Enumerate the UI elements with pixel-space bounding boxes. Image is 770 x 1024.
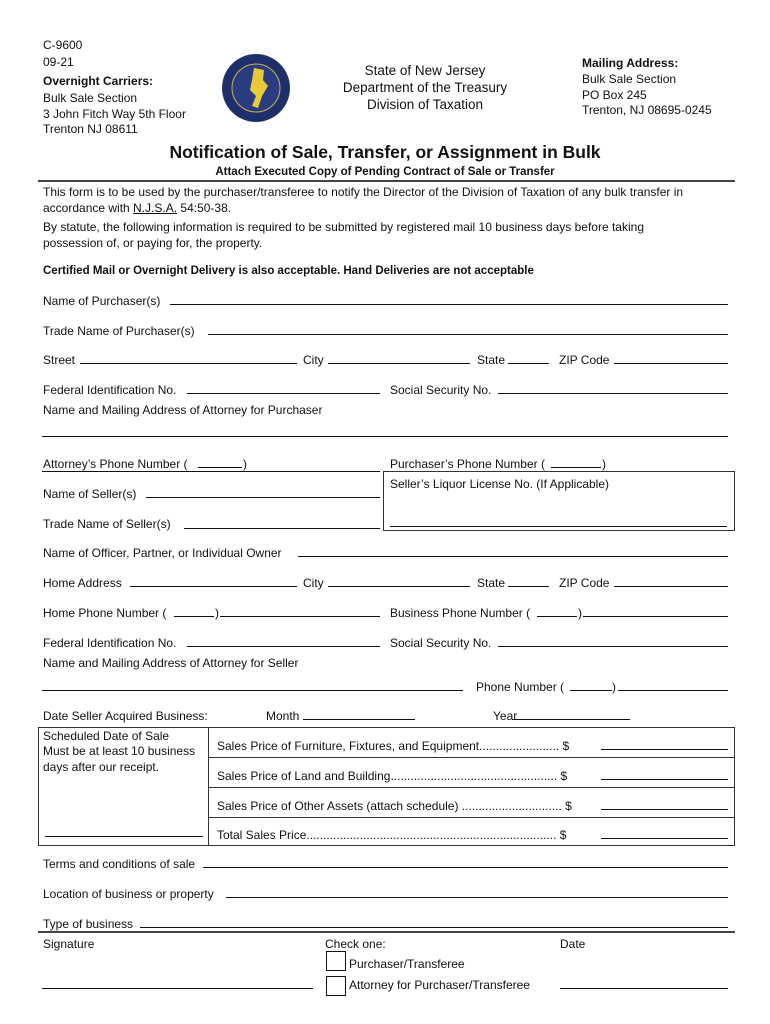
purchaser-attorney-field[interactable] <box>42 436 728 437</box>
purchaser-ssn-label: Social Security No. <box>390 383 492 397</box>
state-label: State <box>477 353 506 367</box>
mailing-line: Trenton, NJ 08695-0245 <box>582 103 712 117</box>
attorney-phone-area-field[interactable] <box>198 467 242 468</box>
scheduled-date-label: Scheduled Date of Sale <box>43 729 170 743</box>
intro-text <box>43 201 231 215</box>
intro-text-part: 54:50-38. <box>177 201 232 215</box>
intro-text-part: accordance with <box>43 201 134 215</box>
business-phone-area-field[interactable] <box>537 616 577 617</box>
delivery-notice: Certified Mail or Overnight Delivery is also acceptable. Hand Deliveries are not acceptable <box>43 265 534 277</box>
intro-text: This form is to be used by the purchaser/transferee to notify the Director of the Division of Taxation of any bulk transfer in <box>43 185 684 199</box>
seller-attorney-field[interactable] <box>42 690 463 691</box>
seller-trade-field[interactable] <box>184 528 380 529</box>
home-address-label: Home Address <box>43 576 122 590</box>
purchaser-option-label: Purchaser/Transferee <box>349 957 465 971</box>
business-type-label: Type of business <box>43 917 134 931</box>
seller-zip-field[interactable] <box>614 586 728 587</box>
seller-name-label: Name of Seller(s) <box>43 487 137 501</box>
purchaser-fein-field[interactable] <box>187 393 380 394</box>
terms-label: Terms and conditions of sale <box>43 857 196 871</box>
mailing-line: Bulk Sale Section <box>582 72 677 86</box>
location-field[interactable] <box>226 897 728 898</box>
officer-field[interactable] <box>298 556 728 557</box>
purchaser-trade-label: Trade Name of Purchaser(s) <box>43 324 195 338</box>
attorney-phone-label: Attorney’s Phone Number ( <box>43 457 188 471</box>
form-number: C-9600 <box>43 38 83 52</box>
liquor-license-field[interactable] <box>390 526 727 527</box>
seller-attorney-label: Name and Mailing Address of Attorney for Seller <box>43 656 299 670</box>
scheduled-date-field[interactable] <box>45 836 203 837</box>
business-type-field[interactable] <box>140 927 728 928</box>
street-field[interactable] <box>80 363 297 364</box>
seller-fein-field[interactable] <box>187 646 380 647</box>
purchaser-phone-area-field[interactable] <box>551 467 601 468</box>
mailing-title: Mailing Address: <box>582 56 679 70</box>
terms-field[interactable] <box>203 867 728 868</box>
seller-trade-label: Trade Name of Seller(s) <box>43 517 171 531</box>
land-price-field[interactable] <box>601 779 728 780</box>
mailing-line: PO Box 245 <box>582 88 647 102</box>
date-field[interactable] <box>560 988 728 989</box>
year-field[interactable] <box>512 719 630 720</box>
intro-text: By statute, the following information is required to be submitted by registered mail 10 business days before taking <box>43 220 644 234</box>
seller-fein-label: Federal Identification No. <box>43 636 177 650</box>
paren: ) <box>602 457 606 471</box>
month-label: Month <box>266 709 300 723</box>
check-one-label: Check one: <box>325 937 386 951</box>
agency-line: State of New Jersey <box>364 63 486 78</box>
overnight-line: Trenton NJ 08611 <box>43 122 138 136</box>
land-price-label: Sales Price of Land and Building.................................................. $ <box>217 769 568 783</box>
signature-label: Signature <box>43 937 95 951</box>
attorney-checkbox[interactable] <box>326 976 346 996</box>
furniture-price-label: Sales Price of Furniture, Fixtures, and Equipment........................ $ <box>217 739 570 753</box>
attorney-phone-field[interactable] <box>42 471 380 472</box>
divider <box>38 931 735 933</box>
signature-field[interactable] <box>42 988 313 989</box>
njsa-link[interactable]: N.J.S.A. <box>133 201 178 215</box>
total-price-label: Total Sales Price........................................................................... $ <box>217 828 567 842</box>
business-phone-label: Business Phone Number ( <box>390 606 531 620</box>
agency-line: Division of Taxation <box>366 97 484 112</box>
form-revision: 09-21 <box>43 55 74 69</box>
purchaser-phone-label: Purchaser’s Phone Number ( <box>390 457 545 471</box>
overnight-line: 3 John Fitch Way 5th Floor <box>43 107 186 121</box>
seller-attorney-phone-area-field[interactable] <box>570 690 612 691</box>
month-field[interactable] <box>303 719 415 720</box>
purchaser-name-field[interactable] <box>170 304 728 305</box>
zip-label: ZIP Code <box>559 576 610 590</box>
paren: ) <box>215 606 219 620</box>
home-address-field[interactable] <box>130 586 297 587</box>
seller-state-field[interactable] <box>508 586 549 587</box>
divider <box>38 180 735 182</box>
furniture-price-field[interactable] <box>601 749 728 750</box>
paren: ) <box>612 680 616 694</box>
city-label: City <box>303 576 324 590</box>
purchaser-checkbox[interactable] <box>326 951 346 971</box>
agency-name <box>340 62 510 113</box>
seller-ssn-label: Social Security No. <box>390 636 492 650</box>
agency-line: Department of the Treasury <box>342 80 508 95</box>
form-title: Notification of Sale, Transfer, or Assignment in Bulk <box>169 142 601 162</box>
divider <box>208 817 735 818</box>
officer-label: Name of Officer, Partner, or Individual Owner <box>43 546 282 560</box>
purchaser-attorney-label: Name and Mailing Address of Attorney for Purchaser <box>43 403 323 417</box>
liquor-license-label: Seller’s Liquor License No. (If Applicable) <box>390 477 610 491</box>
form-subtitle: Attach Executed Copy of Pending Contract of Sale or Transfer <box>215 166 555 178</box>
paren: ) <box>243 457 247 471</box>
home-phone-field[interactable] <box>220 616 380 617</box>
business-phone-field[interactable] <box>583 616 728 617</box>
location-label: Location of business or property <box>43 887 214 901</box>
zip-field[interactable] <box>614 363 728 364</box>
seller-attorney-phone-label: Phone Number ( <box>476 680 565 694</box>
zip-label: ZIP Code <box>559 353 610 367</box>
divider <box>208 787 735 788</box>
city-field[interactable] <box>328 363 470 364</box>
nj-seal-logo <box>216 48 296 128</box>
attorney-option-label: Attorney for Purchaser/Transferee <box>349 978 530 992</box>
seller-city-field[interactable] <box>328 586 470 587</box>
purchaser-fein-label: Federal Identification No. <box>43 383 177 397</box>
paren: ) <box>578 606 582 620</box>
date-label: Date <box>560 937 586 951</box>
purchaser-name-label: Name of Purchaser(s) <box>43 294 161 308</box>
state-label: State <box>477 576 506 590</box>
purchaser-ssn-field[interactable] <box>498 393 728 394</box>
overnight-line: Bulk Sale Section <box>43 91 138 105</box>
other-assets-price-label: Sales Price of Other Assets (attach schedule) .............................. $ <box>217 799 572 813</box>
seller-ssn-field[interactable] <box>498 646 728 647</box>
scheduled-date-note: days after our receipt. <box>43 760 160 774</box>
divider <box>208 757 735 758</box>
purchaser-trade-field[interactable] <box>208 334 728 335</box>
home-phone-area-field[interactable] <box>174 616 214 617</box>
acquired-label: Date Seller Acquired Business: <box>43 709 208 723</box>
other-assets-price-field[interactable] <box>601 809 728 810</box>
state-field[interactable] <box>508 363 549 364</box>
year-label: Year <box>493 709 518 723</box>
scheduled-date-note: Must be at least 10 business <box>43 744 196 758</box>
intro-text: possession of, or paying for, the property. <box>43 236 263 250</box>
total-price-field[interactable] <box>601 838 728 839</box>
overnight-title: Overnight Carriers: <box>43 74 154 88</box>
home-phone-label: Home Phone Number ( <box>43 606 167 620</box>
seller-attorney-phone-field[interactable] <box>618 690 728 691</box>
seller-name-field[interactable] <box>146 497 380 498</box>
street-label: Street <box>43 353 76 367</box>
city-label: City <box>303 353 324 367</box>
